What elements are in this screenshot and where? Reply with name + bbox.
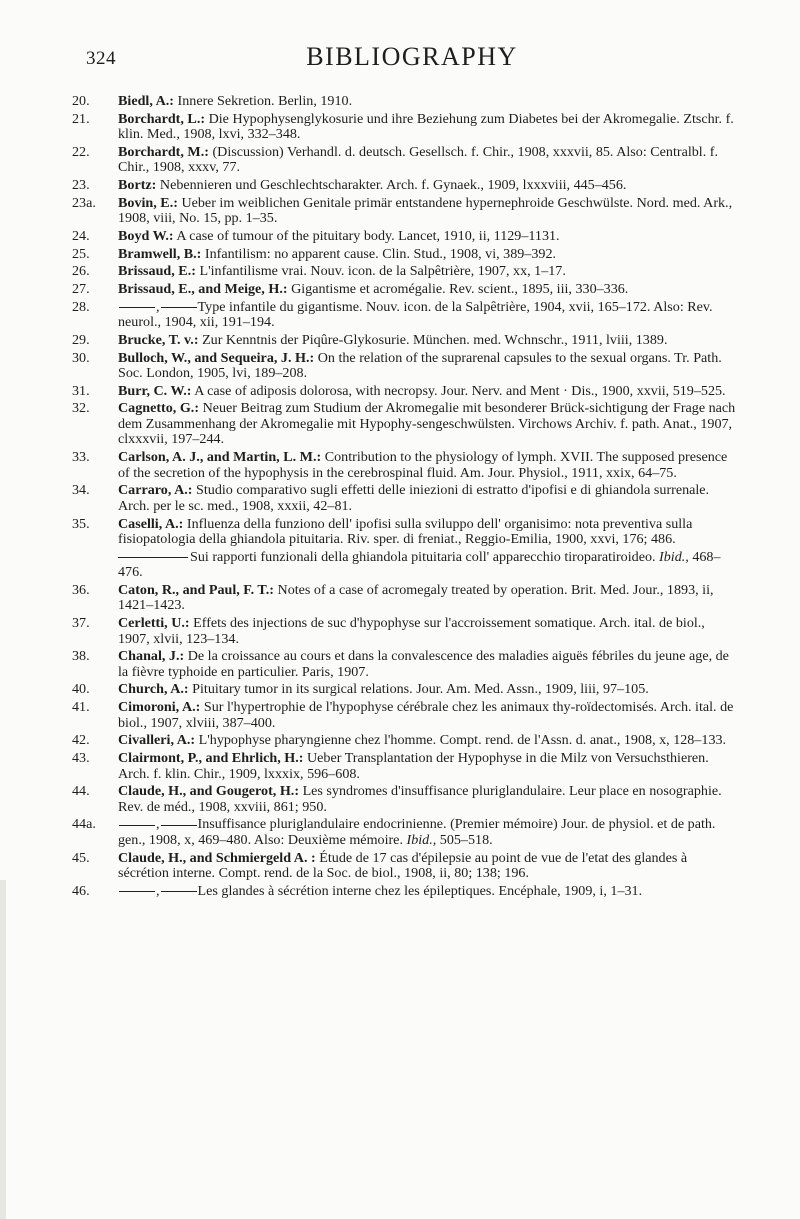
entry-text: Sui rapporti funzionali della ghiandola pituitaria coll' apparecchio tiroparatiroideo.: [190, 548, 656, 565]
entry-author: Brissaud, E.:: [118, 263, 196, 280]
entry-text: Les glandes à sécrétion interne chez les épileptiques. Encéphale, 1909, i, 1–31.: [197, 882, 643, 899]
entry-text: Nebennieren und Geschlechtscharakter. Arch. f. Gynaek., 1909, lxxxviii, 445–456.: [159, 177, 627, 194]
entry-number: 25.: [72, 245, 90, 262]
entry-number: 36.: [72, 581, 90, 598]
bibliography-entry: [72, 649, 740, 680]
bibliography-entry: [72, 483, 740, 514]
entry-number: 32.: [72, 400, 90, 417]
bibliography-entry: 28. , Type infantile du gigantisme. Nouv. icon. de la Salpêtrière, 1904, xvii, 165–172. Also: Rev. neurol., 1904, xii, 191–194.: [72, 298, 713, 331]
entry-number: 30.: [72, 349, 90, 366]
entry-number: 26.: [72, 263, 90, 280]
entry-text: Die Hypophysenglykosurie und ihre Beziehung zum Diabetes bei der Akromegalie. Ztschr. f. klin. Med., 1908, lxvi, 332–348.: [118, 110, 734, 143]
ditto-dash: [161, 891, 197, 892]
entry-number: 23a.: [72, 194, 96, 211]
ditto-dash: [161, 825, 197, 826]
entry-number: 21.: [72, 110, 90, 127]
bibliography-entry: [72, 751, 740, 782]
entry-author: Boyd W.:: [118, 227, 174, 244]
bibliography-entry: 46. , Les glandes à sécrétion interne chez les épileptiques. Encéphale, 1909, i, 1–31.: [72, 882, 643, 899]
page-edge-shadow: [0, 880, 6, 1219]
entry-number: 44a.: [72, 816, 96, 833]
entry-number: 44.: [72, 783, 90, 800]
entry-author: Claude, H., and Gougerot, H.:: [118, 783, 300, 800]
bibliography-entry: [72, 784, 740, 815]
entry-number: 24.: [72, 227, 90, 244]
bibliography-entry: [72, 282, 740, 298]
entry-text: Insuffisance pluriglandulaire endocrinienne. (Premier mémoire) Jour. de physiol. et de path. gen., 1908, x, 469–480. Also: Deuxième mémoire.: [118, 816, 716, 848]
entry-number: 35.: [72, 515, 90, 532]
entry-text: Zur Kenntnis der Piqûre-Glykosurie. München. med. Wchnschr., 1911, lviii, 1389.: [202, 331, 668, 348]
entry-text: Étude de 17 cas d'épilepsie au point de vue de l'etat des glandes à sécrétion interne. Compt. rend. de la Soc. de biol., 1908, ii, 80; 138; 196.: [118, 849, 688, 882]
entry-number: 29.: [72, 331, 90, 348]
entry-author: Church, A.:: [118, 681, 189, 698]
entry-author: Brucke, T. v.:: [118, 331, 199, 348]
entry-number: 34.: [72, 482, 90, 499]
entry-author: Carlson, A. J., and Martin, L. M.:: [118, 449, 322, 466]
entry-author: Brissaud, E., and Meige, H.:: [118, 281, 288, 297]
bibliography-entry: [72, 682, 740, 698]
ditto-dash: [119, 825, 155, 826]
bibliography-entry: [72, 112, 740, 143]
bibliography-entry: [72, 733, 740, 749]
entry-author: Chanal, J.:: [118, 648, 185, 665]
entry-text: Contribution to the physiology of lymph. XVII. The supposed presence of the secretion of the hypophysis in the cerebrospinal fluid. Am. Jour. Physiol., 1911, xxix, 64–75.: [118, 449, 728, 481]
entry-text: Effets des injections de suc d'hypophyse sur l'accroissement somatique. Arch. ital. de biol., 1907, xlvii, 123–134.: [118, 615, 705, 647]
bibliography-entry: [72, 851, 740, 882]
ditto-dash: [119, 307, 155, 308]
bibliography-entry: [72, 550, 740, 581]
bibliography-entry: [72, 264, 740, 280]
entry-author: Caton, R., and Paul, F. T.:: [118, 581, 274, 598]
entry-number: 23.: [72, 177, 90, 194]
entry-author: Bramwell, B.:: [118, 245, 202, 262]
bibliography-entry: [72, 196, 740, 227]
entry-text: Infantilism: no apparent cause. Clin. Stud., 1908, vi, 389–392.: [204, 245, 557, 262]
entry-author: Cagnetto, G.:: [118, 400, 200, 417]
entry-number: 40.: [72, 681, 90, 698]
entry-number: 37.: [72, 615, 90, 632]
entry-text: A case of tumour of the pituitary body. Lancet, 1910, ii, 1129–1131.: [176, 227, 560, 244]
bibliography-entry: [72, 178, 740, 194]
bibliography-entry: [72, 401, 740, 448]
entry-text: Ueber im weiblichen Genitale primär entstandene hypernephroide Geschwülste. Nord. med. Ark., 1908, viii, No. 15, pp. 1–35.: [118, 194, 733, 227]
bibliography-list: [72, 94, 740, 901]
ditto-dash: [161, 307, 197, 308]
bibliography-entry: [72, 583, 740, 614]
entry-author: Civalleri, A.:: [118, 732, 196, 749]
entry-number: 22.: [72, 143, 90, 160]
page-header: [86, 42, 738, 72]
entry-author: Bulloch, W., and Sequeira, J. H.:: [118, 349, 315, 366]
bibliography-entry: [72, 229, 740, 245]
entry-number: 45.: [72, 849, 90, 866]
entry-author: Caselli, A.:: [118, 515, 184, 532]
entry-author: Claude, H., and Schmiergeld A. :: [118, 849, 316, 866]
entry-text: Studio comparativo sugli effetti delle iniezioni di estratto d'ipofisi e di ghiandola surrenale. Arch. per le sc. med., 1908, xxxii, 42–81.: [118, 482, 710, 514]
entry-text: Pituitary tumor in its surgical relations. Jour. Am. Med. Assn., 1909, liii, 97–105.: [192, 681, 649, 698]
entry-ibid: Ibid.,: [406, 831, 437, 848]
entry-number: 41.: [72, 699, 90, 716]
entry-text: Type infantile du gigantisme. Nouv. icon. de la Salpêtrière, 1904, xvii, 165–172. Also: Rev. neurol., 1904, xii, 191–194.: [118, 298, 713, 331]
entry-text: L'hypophyse pharyngienne chez l'homme. Compt. rend. de l'Assn. d. anat., 1908, x, 128–133.: [198, 732, 727, 749]
entry-author: Cimoroni, A.:: [118, 699, 201, 716]
bibliography-entry: [72, 145, 740, 176]
entry-author: Bovin, E.:: [118, 194, 178, 211]
running-title: BIBLIOGRAPHY: [306, 42, 518, 71]
entry-text: L'infantilisme vrai. Nouv. icon. de la Salpêtrière, 1907, xx, 1–17.: [199, 263, 566, 280]
entry-author: Carraro, A.:: [118, 482, 193, 499]
entry-pages: 468–476.: [118, 548, 721, 581]
entry-text: Influenza della funziono dell' ipofisi sulla sviluppo dell' organisimo: nota preventiva sulla fisiopatologia della ghiandola pituitaria. Riv. sper. di freniat., Reggio-Emilia, 1900, xxvi, 176; 486.: [118, 515, 693, 547]
bibliography-entry: [72, 384, 740, 400]
entry-author: Bortz:: [118, 177, 157, 194]
entry-text: Notes of a case of acromegaly treated by operation. Brit. Med. Jour., 1893, ii, 1421–1423.: [118, 581, 714, 614]
entry-author: Burr, C. W.:: [118, 382, 192, 399]
ditto-dash: [118, 557, 188, 558]
entry-pages: 505–518.: [439, 831, 493, 848]
bibliography-entry: [72, 517, 740, 548]
bibliography-entry: 44a. , Insuffisance pluriglandulaire endocrinienne. (Premier mémoire) Jour. de physiol. et de path. gen., 1908, x, 469–480. Also: Deuxième mémoire. Ibid., 505–518.: [72, 816, 716, 848]
entry-number: 42.: [72, 732, 90, 749]
entry-number: 27.: [72, 281, 90, 297]
entry-ibid: Ibid.,: [659, 548, 689, 565]
entry-number: 38.: [72, 648, 90, 665]
entry-author: Biedl, A.:: [118, 93, 174, 109]
entry-text: Gigantisme et acromégalie. Rev. scient., 1895, iii, 330–336.: [291, 281, 629, 297]
entry-text: A case of adiposis dolorosa, with necropsy. Jour. Nerv. and Ment · Dis., 1900, xxvii, 519–525.: [194, 382, 726, 399]
entry-text: Les syndromes d'insuffisance pluriglandulaire. Leur place en nosographie. Rev. de méd., 1908, xxviii, 861; 950.: [118, 783, 722, 815]
entry-number: 31.: [72, 382, 90, 399]
entry-number: 43.: [72, 750, 90, 766]
entry-text: On the relation of the suprarenal capsules to the sexual organs. Tr. Path. Soc. London, 1905, lvi, 189–208.: [118, 349, 722, 382]
bibliography-entry: [72, 333, 740, 349]
entry-text: Innere Sekretion. Berlin, 1910.: [177, 93, 353, 109]
entry-text: De la croissance au cours et dans la convalescence des maladies aiguës fébriles du jeune age, de la fièvre typhoide en particulier. Paris, 1907.: [118, 648, 729, 680]
entry-number: 20.: [72, 93, 90, 109]
bibliography-entry: [72, 700, 740, 731]
entry-author: Cerletti, U.:: [118, 615, 190, 632]
entry-author: Clairmont, P., and Ehrlich, H.:: [118, 750, 304, 766]
entry-number: 46.: [72, 882, 90, 899]
entry-author: Borchardt, M.:: [118, 143, 209, 160]
bibliography-entry: [72, 450, 740, 481]
entry-text: (Discussion) Verhandl. d. deutsch. Gesellsch. f. Chir., 1908, xxxvii, 85. Also: Centralbl. f. Chir., 1908, xxxv, 77.: [118, 143, 718, 176]
entry-number: 33.: [72, 449, 90, 466]
entry-number: 28.: [72, 298, 90, 315]
bibliography-entry: [72, 247, 740, 263]
entry-text: Ueber Transplantation der Hypophyse in die Milz von Versuchsthieren. Arch. f. klin. Chir., 1909, lxxxix, 596–608.: [118, 750, 709, 782]
bibliography-entry: [72, 616, 740, 647]
entry-author: Borchardt, L.:: [118, 110, 206, 127]
bibliography-entry: [72, 351, 740, 382]
entry-text: Neuer Beitrag zum Studium der Akromegalie mit besonderer Brück-sichtigung der Frage nach dem Zusammenhang der Akromegalie mit Hypophy-sengeschwülsten. Virchows Archiv. f. path. Anat., 1907, clxxxvii, 197–244.: [118, 400, 736, 448]
ditto-dash: [119, 891, 155, 892]
bibliography-entry: [72, 94, 740, 110]
page-number: 324: [86, 48, 116, 69]
entry-text: Sur l'hypertrophie de l'hypophyse cérébrale chez les animaux thy-roïdectomisés. Arch. ital. de biol., 1907, xlviii, 387–400.: [118, 699, 734, 731]
